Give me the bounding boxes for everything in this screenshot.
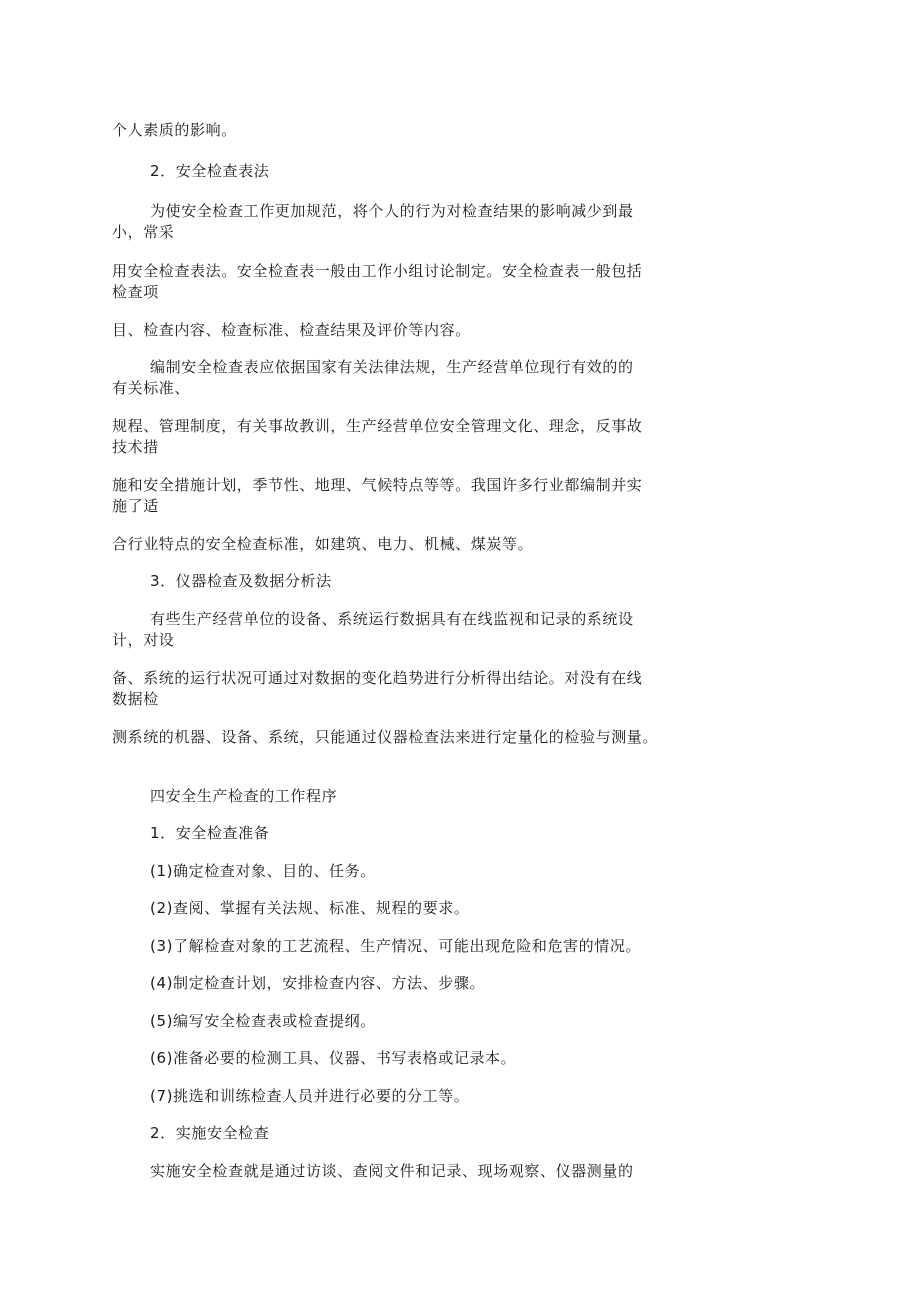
text-line: 计，对设 [112, 631, 175, 649]
text-line: 施了适 [112, 497, 159, 515]
text-line: 测系统的机器、设备、系统，只能通过仪器检查法来进行定量化的检验与测量。 [112, 728, 659, 746]
list-item: (7)挑选和训练检查人员并进行必要的分工等。 [150, 1087, 470, 1105]
list-item: (4)制定检查计划，安排检查内容、方法、步骤。 [150, 974, 486, 992]
text-line: 个人素质的影响。 [112, 121, 237, 139]
text-line: 实施安全检查就是通过访谈、查阅文件和记录、现场观察、仪器测量的 [150, 1162, 634, 1180]
section-heading: 2．安全检查表法 [150, 162, 270, 180]
text-line: 备、系统的运行状况可通过对数据的变化趋势进行分析得出结论。对没有在线 [112, 669, 643, 687]
chapter-heading: 四安全生产检查的工作程序 [150, 787, 338, 805]
text-line: 用安全检查表法。安全检查表一般由工作小组讨论制定。安全检查表一般包括 [112, 262, 643, 280]
text-line: 技术措 [112, 438, 159, 456]
section-heading: 2．实施安全检查 [150, 1124, 270, 1142]
text-line: 编制安全检查表应依据国家有关法律法规，生产经营单位现行有效的的 [150, 358, 634, 376]
text-line: 目、检查内容、检查标准、检查结果及评价等内容。 [112, 321, 471, 339]
list-item: (5)编写安全检查表或检查提纲。 [150, 1012, 376, 1030]
text-line: 规程、管理制度，有关事故教训，生产经营单位安全管理文化、理念，反事故 [112, 417, 643, 435]
text-line: 合行业特点的安全检查标准，如建筑、电力、机械、煤炭等。 [112, 535, 534, 553]
text-line: 检查项 [112, 283, 159, 301]
text-line: 有关标准、 [112, 379, 191, 397]
list-item: (1)确定检查对象、目的、任务。 [150, 862, 376, 880]
text-line: 数据检 [112, 690, 159, 708]
text-line: 为使安全检查工作更加规范，将个人的行为对检查结果的影响减少到最 [150, 202, 634, 220]
text-line: 施和安全措施计划，季节性、地理、气候特点等等。我国许多行业都编制并实 [112, 476, 643, 494]
text-line: 有些生产经营单位的设备、系统运行数据具有在线监视和记录的系统设 [150, 610, 634, 628]
list-item: (6)准备必要的检测工具、仪器、书写表格或记录本。 [150, 1049, 517, 1067]
list-item: (3)了解检查对象的工艺流程、生产情况、可能出现危险和危害的情况。 [150, 937, 642, 955]
text-line: 小，常采 [112, 223, 175, 241]
section-heading: 3．仪器检查及数据分析法 [150, 572, 332, 590]
list-item: (2)查阅、掌握有关法规、标准、规程的要求。 [150, 899, 470, 917]
section-heading: 1．安全检查准备 [150, 824, 270, 842]
